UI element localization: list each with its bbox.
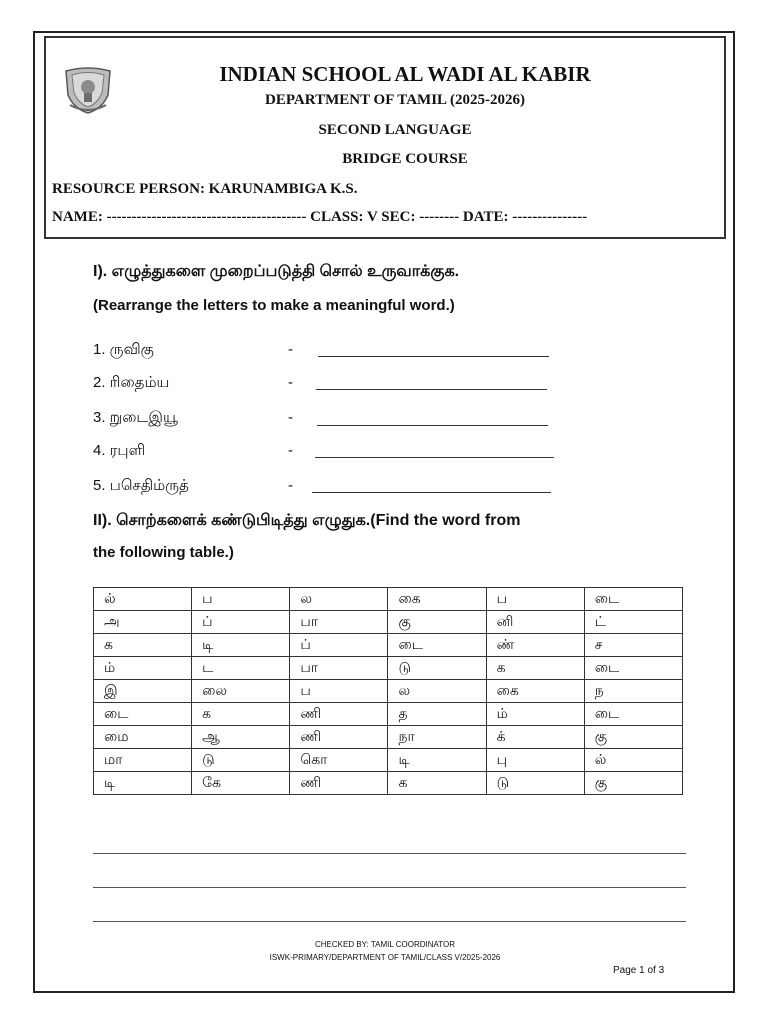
table-cell: ண் [486, 634, 584, 657]
question-1-label: 1. ருவிகு [93, 341, 154, 358]
question-2-dash: - [288, 374, 293, 391]
table-cell: த [388, 703, 486, 726]
table-cell: க [192, 703, 290, 726]
table-cell: டை [584, 657, 682, 680]
table-cell: டு [192, 749, 290, 772]
table-cell: ப் [290, 634, 388, 657]
department-name: DEPARTMENT OF TAMIL (2025-2026) [265, 92, 525, 108]
table-row [94, 634, 683, 657]
table-cell: டி [94, 772, 192, 795]
table-cell: ம் [94, 657, 192, 680]
student-details-row: NAME: ---------------------------------------- CLASS: V SEC: -------- DATE: --------------- [52, 209, 588, 225]
school-name: INDIAN SCHOOL AL WADI AL KABIR [219, 62, 591, 86]
table-cell: ப [486, 588, 584, 611]
resource-person: RESOURCE PERSON: KARUNAMBIGA K.S. [52, 181, 358, 197]
table-cell: ணி [290, 726, 388, 749]
table-cell: ல [388, 680, 486, 703]
question-3-dash: - [288, 409, 293, 426]
question-4-label: 4. ரபுளி [93, 442, 146, 459]
table-cell: அ [94, 611, 192, 634]
table-row [94, 611, 683, 634]
table-cell: ச [584, 634, 682, 657]
footer-checked-by: CHECKED BY: TAMIL COORDINATOR [314, 940, 456, 949]
table-cell: டை [584, 588, 682, 611]
table-cell: ட் [584, 611, 682, 634]
section1-title: I). எழுத்துகளை முறைப்படுத்தி சொல் உருவாக்குக. [93, 263, 460, 280]
table-cell: ணி [290, 703, 388, 726]
section2-subtitle: the following table.) [93, 544, 234, 561]
table-cell: மை [94, 726, 192, 749]
table-cell: க [486, 657, 584, 680]
table-cell: கை [486, 680, 584, 703]
table-cell: டை [388, 634, 486, 657]
question-5-dash: - [288, 477, 293, 494]
table-cell: கை [388, 588, 486, 611]
course-label: BRIDGE COURSE [342, 151, 468, 167]
table-cell: மா [94, 749, 192, 772]
table-cell: ணி [290, 772, 388, 795]
section2-title: II). சொற்களைக் கண்டுபிடித்து எழுதுக.(Find the word from [93, 512, 521, 529]
table-cell: னி [486, 611, 584, 634]
table-row [94, 680, 683, 703]
table-row [94, 657, 683, 680]
table-cell: பா [290, 657, 388, 680]
answer-3-blank[interactable] [317, 425, 548, 426]
table-cell: கு [584, 772, 682, 795]
answer-writing-line-1[interactable] [93, 853, 686, 854]
table-cell: ந [584, 680, 682, 703]
answer-5-blank[interactable] [312, 492, 551, 493]
table-cell: ஆ [192, 726, 290, 749]
question-3-label: 3. றுடைஇயூ [93, 409, 178, 426]
answer-writing-line-2[interactable] [93, 887, 686, 888]
table-cell: க [388, 772, 486, 795]
table-cell: பு [486, 749, 584, 772]
language-label: SECOND LANGUAGE [318, 122, 472, 138]
table-cell: டை [94, 703, 192, 726]
answer-writing-line-3[interactable] [93, 921, 686, 922]
answer-2-blank[interactable] [316, 389, 547, 390]
table-cell: லை [192, 680, 290, 703]
table-cell: ப் [192, 611, 290, 634]
table-row [94, 588, 683, 611]
table-cell: ல் [94, 588, 192, 611]
answer-4-blank[interactable] [315, 457, 554, 458]
answer-1-blank[interactable] [318, 356, 549, 357]
header-box [44, 36, 726, 239]
table-cell: ப [192, 588, 290, 611]
table-cell: டி [388, 749, 486, 772]
table-cell: இ [94, 680, 192, 703]
table-cell: கொ [290, 749, 388, 772]
page-number: Page 1 of 3 [613, 965, 665, 976]
section1-subtitle: (Rearrange the letters to make a meaningful word.) [93, 297, 455, 314]
table-cell: ப [290, 680, 388, 703]
table-cell: ட [192, 657, 290, 680]
table-row [94, 726, 683, 749]
table-cell: ல் [584, 749, 682, 772]
table-cell: க் [486, 726, 584, 749]
table-cell: டி [192, 634, 290, 657]
question-4-dash: - [288, 442, 293, 459]
table-cell: பா [290, 611, 388, 634]
footer-document-code: ISWK-PRIMARY/DEPARTMENT OF TAMIL/CLASS V/2025-2026 [269, 953, 501, 962]
table-cell: டை [584, 703, 682, 726]
table-cell: கு [584, 726, 682, 749]
question-2-label: 2. ரிதைம்ய [93, 374, 170, 391]
table-cell: டு [388, 657, 486, 680]
table-row [94, 749, 683, 772]
table-row [94, 772, 683, 795]
question-1-dash: - [288, 341, 293, 358]
word-search-table [93, 587, 683, 795]
table-cell: கே [192, 772, 290, 795]
table-cell: கு [388, 611, 486, 634]
table-cell: நா [388, 726, 486, 749]
table-cell: டு [486, 772, 584, 795]
question-5-label: 5. பசெதிம்ருத் [93, 477, 189, 494]
table-cell: ல [290, 588, 388, 611]
table-row [94, 703, 683, 726]
table-cell: ம் [486, 703, 584, 726]
table-cell: க [94, 634, 192, 657]
